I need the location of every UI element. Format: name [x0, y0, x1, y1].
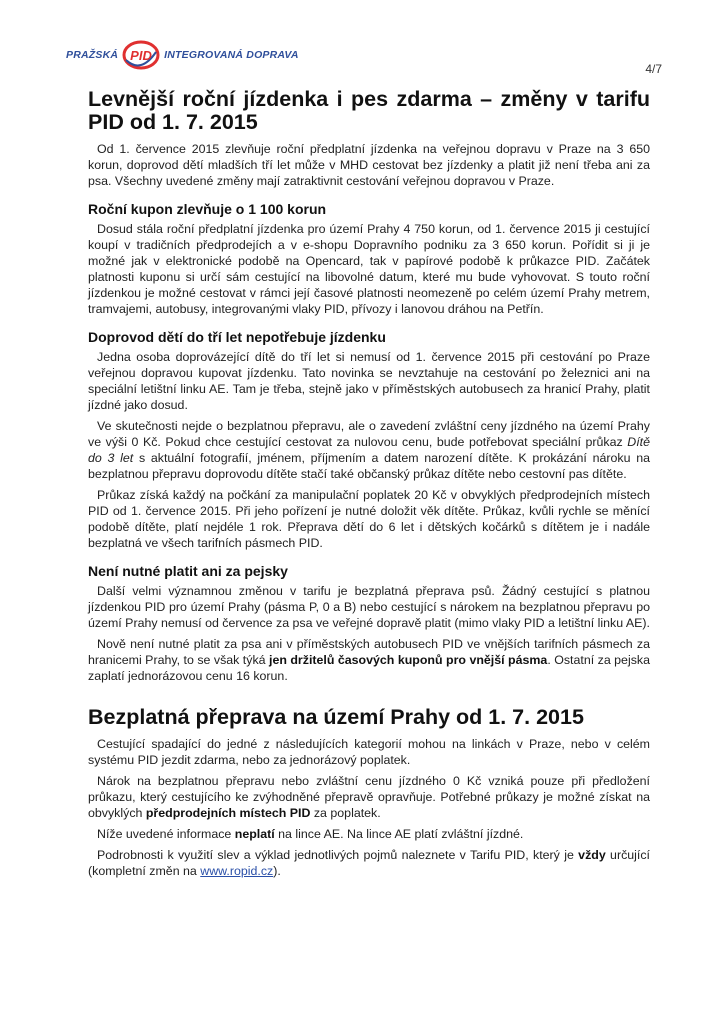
text-run: s aktuální fotografií, jménem, příjmením a datem narození dítěte. K prokázání nároku na bezplatnou přepravu doprovodu dítěte stačí také občanský průkaz dítěte nebo cestovní pas dítěte. [88, 451, 650, 481]
article-intro: Od 1. července 2015 zlevňuje roční předplatní jízdenka na veřejnou dopravu v Praze na 3 650 korun, doprovod dětí mladších tří let může v MHD cestovat bez jízdenky a platit již není třeba ani za psa. Všechny uvedené změny mají zatraktivnit cestování veřejnou dopravou v Praze. [88, 142, 650, 188]
paragraph [88, 847, 650, 879]
paragraph: Jedna osoba doprovázející dítě do tří let si nemusí od 1. července 2015 při cestování po Praze veřejnou dopravou kupovat jízdenku. Tato novinka se nevztahuje na cestování po železnici ani na speciální letištní linku AE. Tam je třeba, stejně jako v příměstských autobusech za hranicí Prahy, platit jízdné jako dosud. [88, 350, 650, 412]
paragraph: Průkaz získá každý na počkání za manipulační poplatek 20 Kč v obvyklých předprodejních místech PID od 1. července 2015. Při jeho pořízení je nutné doložit věk dítěte. Průkaz, kvůli rychle se měnící podobě dítěte, platí nejdéle 1 rok. Přeprava dětí do 6 let i dětských kočárků s dítětem je i nadále bezplatná ve všech tarifních pásmech PID. [88, 488, 650, 550]
bold-text: jen držitelů časových kuponů pro vnější pásma [269, 653, 548, 667]
text-run: za poplatek. [310, 806, 381, 820]
pid-logo [66, 38, 299, 72]
text-run: Nárok na bezplatnou přepravu nebo zvláštní cenu jízdného 0 Kč vzniká pouze při předložení průkazu, který cestujícího ke zvýhodněné přepravě opravňuje. Potřebné průkazy je možné získat na obvyklých [88, 774, 650, 820]
text-run: určující (kompletní změn na [88, 848, 650, 878]
ropid-link[interactable]: www.ropid.cz [200, 864, 274, 878]
text-run: na lince AE. Na lince AE platí zvláštní jízdné. [274, 827, 524, 841]
bold-text: neplatí [234, 827, 275, 841]
bold-text: předprodejních místech PID [145, 806, 311, 820]
text-run: Níže uvedené informace [97, 827, 235, 841]
text-run: Ve skutečnosti nejde o bezplatnou přepravu, ale o zavedení zvláštní ceny jízdného na území Prahy ve výši 0 Kč. Pokud chce cestující cestovat za nulovou cenu, bude potřebovat speciální průkaz [88, 419, 650, 449]
paragraph [88, 826, 650, 842]
paragraph [88, 418, 650, 482]
paragraph [88, 773, 650, 821]
logo-text-right: INTEGROVANÁ DOPRAVA [164, 49, 299, 61]
logo-text-left: PRAŽSKÁ [66, 49, 119, 61]
paragraph: Cestující spadající do jedné z následujících kategorií mohou na linkách v Praze, nebo v celém systému PID jezdit zdarma, nebo za jednorázový poplatek. [88, 737, 650, 767]
italic-card-name: Dítě do 3 let [88, 435, 650, 465]
paragraph: Další velmi významnou změnou v tarifu je bezplatná přeprava psů. Žádný cestující s platnou jízdenkou PID pro území Prahy (pásma P, 0 a B) nebo cestující s nárokem na bezplatnou přepravu po území Prahy nemusí od července za psa ve veřejné dopravě platit (mimo vlaky PID a letištní linku AE). [88, 584, 650, 630]
text-run: Nově není nutné platit za psa ani v příměstských autobusech PID ve vnějších tarifních pásmech za hranicemi Prahy, to se však týká [88, 637, 650, 667]
text-run: ). [273, 864, 281, 878]
section-heading-annual-coupon: Roční kupon zlevňuje o 1 100 korun [88, 201, 327, 217]
article-title-free-transport: Bezplatná přeprava na území Prahy od 1. 7. 2015 [88, 705, 584, 729]
text-run: . Ostatní za pejska zaplatí jednorázovou cenu 16 korun. [88, 653, 650, 683]
text-run: Podrobnosti k využití slev a výklad jednotlivých pojmů naleznete v Tarifu PID, který je [97, 848, 579, 862]
bold-text: vždy [578, 848, 606, 862]
document-body [88, 88, 650, 884]
article-title: Levnější roční jízdenka i pes zdarma – změny v tarifu PID od 1. 7. 2015 [88, 87, 650, 134]
section-heading-child-escort: Doprovod dětí do tří let nepotřebuje jízdenku [88, 329, 386, 345]
paragraph: Dosud stála roční předplatní jízdenka pro území Prahy 4 750 korun, od 1. července 2015 ji cestující koupí v tradičních předprodejích a v e-shopu Dopravního podniku za 3 650 korun. Pořídit si ji je možné jak v elektronické podobě na Opencard, tak v papírové podobě k průkazce PID. Začátek platnosti kuponu si určí sám cestující na libovolné datum, které mu bude vyhovovat. S touto roční jízdenkou je možné cestovat v rámci její časové platnosti neomezeně po celém území Prahy metrem, tramvajemi, autobusy, integrovanými vlaky PID, přívozy i lanovou dráhou na Petřín. [88, 222, 650, 316]
logo-mark-text: PID [130, 48, 152, 63]
page-number: 4/7 [645, 62, 662, 76]
paragraph [88, 636, 650, 684]
section-heading-dogs: Není nutné platit ani za pejsky [88, 563, 288, 579]
pid-logo-icon [122, 40, 160, 70]
